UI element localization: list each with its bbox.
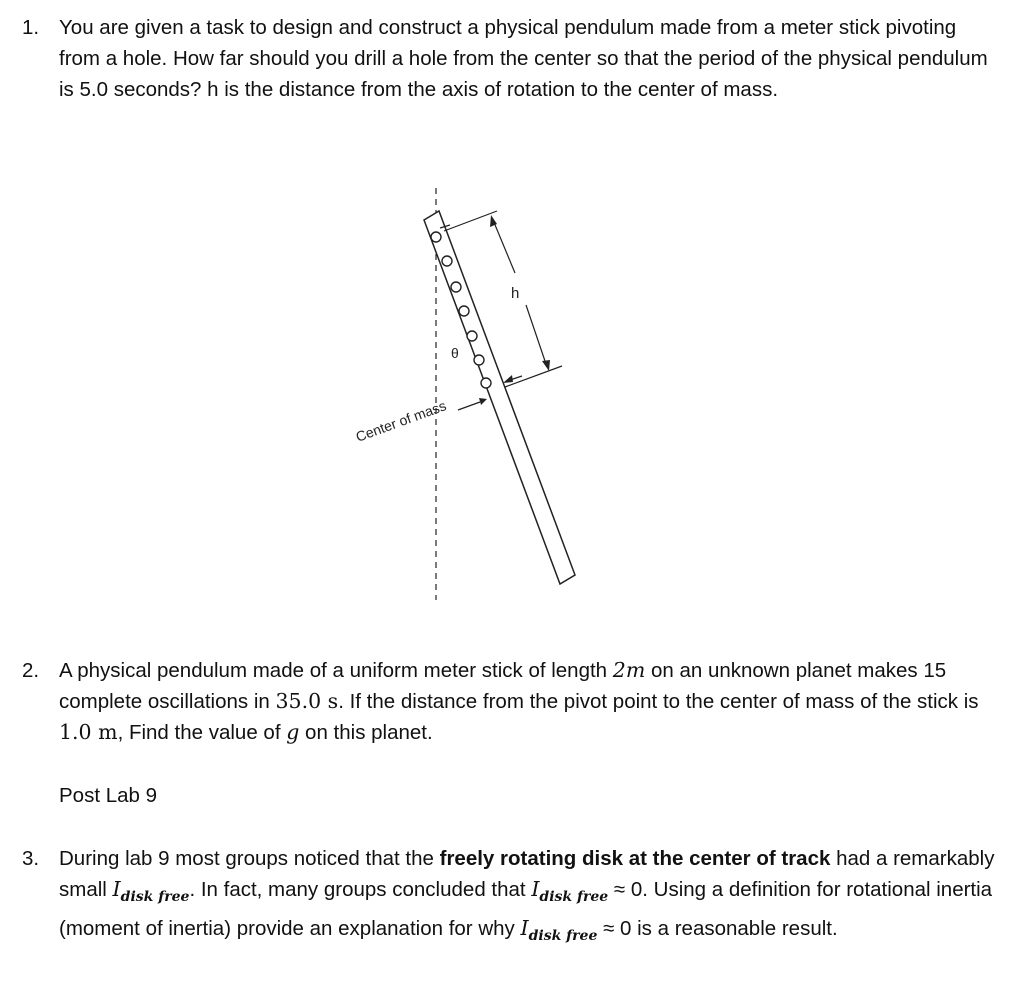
q2-text-part: on an unknown planet makes 15 complete oscillations in bbox=[59, 659, 947, 713]
inertia-symbol: I bbox=[531, 877, 540, 901]
com-pointer-arrowhead bbox=[479, 398, 487, 405]
hole bbox=[467, 331, 477, 341]
post-lab-heading: Post Lab 9 bbox=[59, 784, 158, 807]
q2-text-part: A physical pendulum made of a uniform meter stick of length bbox=[59, 659, 613, 682]
q3-text-part: ≈ 0. Using a definition for rotational inertia (moment of inertia) provide an explanation for why bbox=[59, 878, 993, 940]
q3-text-part: During lab 9 most groups noticed that the bbox=[59, 847, 440, 870]
h-dimension-line bbox=[493, 220, 515, 273]
h-arrowhead-top bbox=[490, 215, 497, 227]
com-pointer-line bbox=[458, 402, 480, 410]
q2-text-part: , Find the value of bbox=[117, 721, 287, 744]
pivot-hole bbox=[431, 232, 441, 242]
theta-label: θ bbox=[451, 345, 459, 361]
inertia-subscript: disk free bbox=[120, 889, 190, 905]
q2-time-value: 35.0 s bbox=[275, 689, 339, 713]
q3-bold-text: freely rotating disk at the center of track bbox=[439, 847, 831, 870]
question-1-text: You are given a task to design and construct a physical pendulum made from a meter stick pivoting from a hole. How far should you drill a hole from the center so that the period of the physical pendulum is 5.0 seconds? h is the distance from the axis of rotation to the center of mass. bbox=[59, 16, 988, 101]
question-2-number: 2. bbox=[22, 659, 40, 682]
h-label: h bbox=[511, 285, 520, 302]
pendulum-diagram bbox=[340, 180, 600, 610]
q2-text-part: on this planet. bbox=[299, 721, 433, 744]
inertia-subscript: disk free bbox=[528, 928, 598, 944]
question-3-text bbox=[59, 843, 1002, 952]
inertia-subscript: disk free bbox=[539, 889, 609, 905]
q3-text-part: ≈ 0 is a reasonable result. bbox=[597, 917, 838, 940]
q3-text-part: . In fact, many groups concluded that bbox=[189, 878, 532, 901]
hole bbox=[451, 282, 461, 292]
hole bbox=[442, 256, 452, 266]
h-dimension-line bbox=[526, 305, 546, 364]
question-2-text bbox=[59, 655, 1002, 748]
hole bbox=[459, 306, 469, 316]
center-of-mass-label: Center of mass bbox=[353, 397, 449, 445]
hole bbox=[481, 378, 491, 388]
h-extension-bottom bbox=[505, 366, 562, 387]
question-3 bbox=[22, 843, 1002, 952]
com-arrowhead-right bbox=[503, 375, 513, 383]
question-2 bbox=[22, 655, 1002, 748]
meter-stick bbox=[424, 211, 575, 584]
q3-text-part: had a remarkably small bbox=[59, 847, 995, 901]
question-3-number: 3. bbox=[22, 847, 40, 870]
hole bbox=[474, 355, 484, 365]
question-1-number: 1. bbox=[22, 16, 40, 39]
question-1 bbox=[22, 12, 1002, 105]
inertia-symbol: I bbox=[520, 916, 529, 940]
inertia-symbol: I bbox=[112, 877, 121, 901]
q2-distance-value: 1.0 m bbox=[59, 720, 118, 744]
q2-g-symbol: g bbox=[286, 720, 300, 744]
q2-text-part: . If the distance from the pivot point to the center of mass of the stick is bbox=[338, 690, 979, 713]
h-extension-top bbox=[444, 211, 497, 231]
h-arrowhead-bottom bbox=[542, 360, 550, 371]
q2-length-value: 2m bbox=[612, 658, 646, 682]
